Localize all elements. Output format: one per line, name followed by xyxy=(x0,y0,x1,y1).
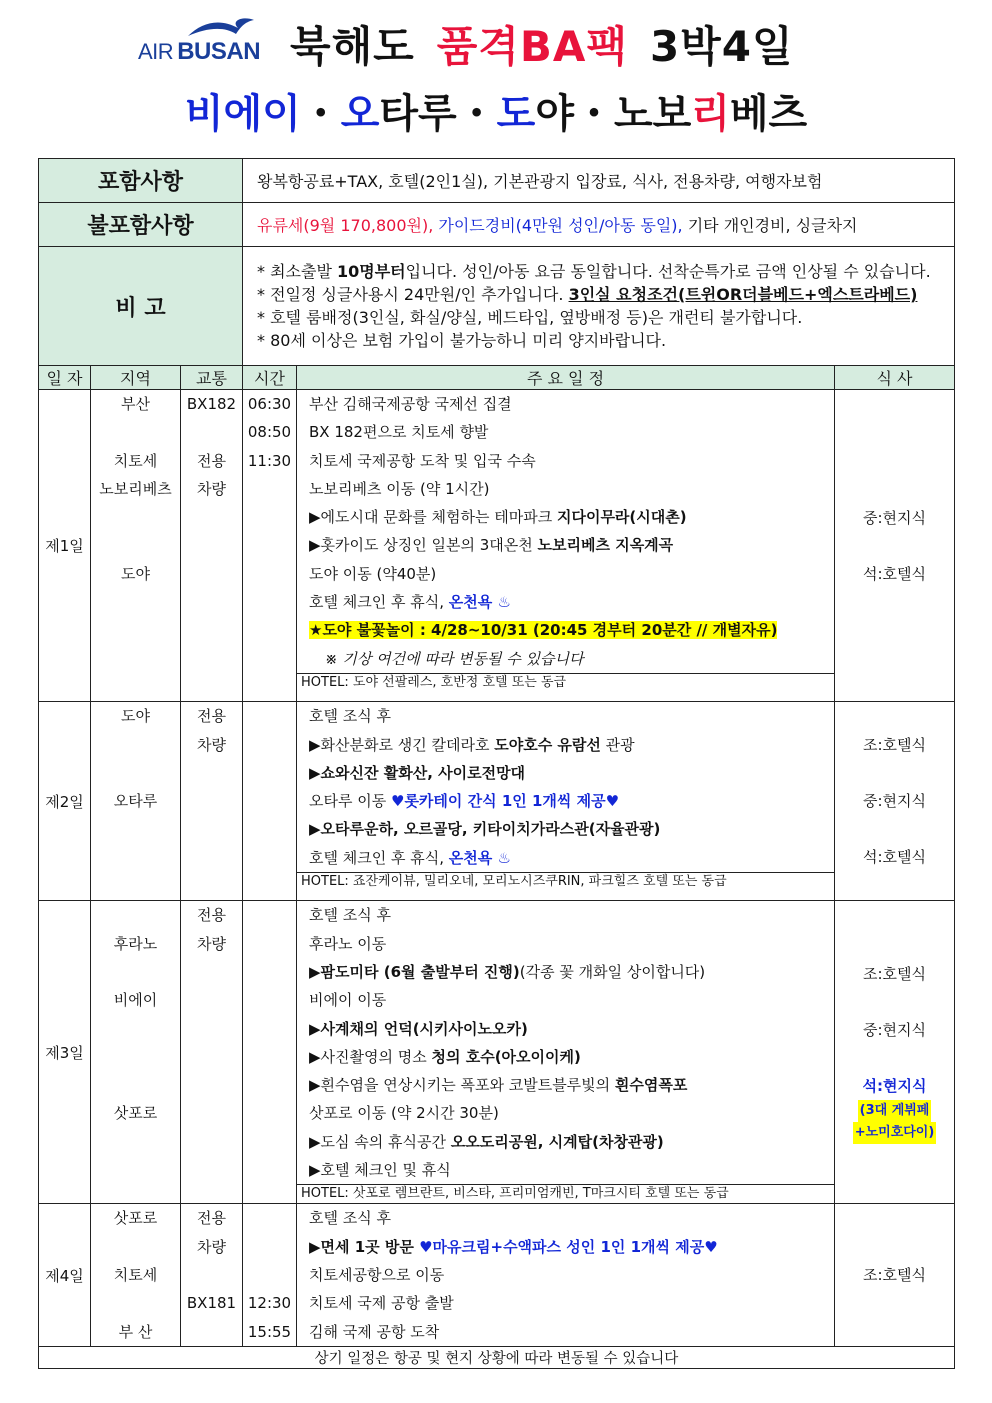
schedule-line xyxy=(297,787,834,815)
schedule-line xyxy=(297,560,834,588)
schedule-text: ▶화산분화로 생긴 칼데라호 xyxy=(309,735,495,754)
region-line: 후라노 xyxy=(113,934,158,953)
region-line: 삿포로 xyxy=(113,1209,158,1228)
region-line: 부산 xyxy=(121,395,150,413)
meal-line: 조:호텔식 xyxy=(862,736,926,755)
note-item xyxy=(257,283,940,306)
schedule-highlight: 오오도리공원, 시계탑(차창관광) xyxy=(450,1132,664,1151)
day-region-cell xyxy=(91,390,181,702)
page-title xyxy=(290,14,794,74)
day-schedule-cell xyxy=(297,901,835,1204)
excluded-row xyxy=(39,203,955,247)
region-line xyxy=(91,872,180,900)
schedule-text: BX 182편으로 치토세 향발 xyxy=(309,423,489,442)
transport-line xyxy=(181,503,242,531)
schedule-line xyxy=(297,1099,834,1127)
excluded-other: 기타 개인경비, 싱글차지 xyxy=(682,216,858,235)
day-label: 제2일 xyxy=(39,702,91,901)
region-line: 노보리베츠 xyxy=(99,479,172,498)
schedule-text: 후라노 이동 xyxy=(309,934,387,953)
schedule-line xyxy=(297,1204,834,1232)
schedule-line xyxy=(297,390,834,418)
excluded-fuel: 유류세(9월 170,800원), xyxy=(257,216,434,235)
meal-badge xyxy=(835,1100,954,1144)
time-line: 08:50 xyxy=(247,423,292,442)
transport-line: BX182 xyxy=(186,395,237,413)
title-region: 북해도 xyxy=(290,22,415,71)
subtitle-part: 리 xyxy=(691,91,730,137)
region-line xyxy=(91,1043,180,1071)
air-busan-logo xyxy=(138,20,268,70)
time-line xyxy=(243,588,296,616)
transport-line xyxy=(181,1071,242,1099)
transport-line: 차량 xyxy=(197,934,226,953)
region-line: 비에이 xyxy=(113,991,158,1010)
note-emphasis: 3인실 요청조건(트윈OR더블베드+엑스트라베드) xyxy=(568,285,918,304)
note-emphasis: 10명부터 xyxy=(337,262,406,281)
day-region-cell xyxy=(91,1204,181,1346)
included-text: 왕복항공료+TAX, 호텔(2인1실), 기본관광지 입장료, 식사, 전용차량, 여행자보험 xyxy=(243,159,955,203)
region-line xyxy=(91,844,180,872)
transport-line xyxy=(181,815,242,843)
transport-line xyxy=(181,616,242,644)
schedule-text: 삿포로 이동 (약 2시간 30분) xyxy=(309,1104,499,1123)
region-line xyxy=(91,1128,180,1156)
time-line xyxy=(243,1043,296,1071)
note-item xyxy=(257,260,940,283)
title-duration: 3박4일 xyxy=(649,22,794,71)
schedule-highlight: ▶쇼와신잔 활화산, 사이로전망대 xyxy=(309,763,526,782)
subtitle-part: ・ xyxy=(573,91,614,137)
schedule-line xyxy=(297,1043,834,1071)
schedule-benefit: 온천욕 ♨ xyxy=(448,593,511,612)
schedule-text: 노보리베츠 이동 (약 1시간) xyxy=(309,479,490,498)
meal-line xyxy=(835,988,954,1016)
day-time-cell xyxy=(243,901,297,1204)
weather-note: ※ 기상 여건에 따라 변동될 수 있습니다 xyxy=(325,649,584,668)
region-line: 삿포로 xyxy=(113,1104,158,1123)
schedule-benefit: ♥마유크림+수액파스 성인 1인 1개씩 제공♥ xyxy=(419,1237,718,1256)
day-row xyxy=(39,390,955,702)
day-label: 제3일 xyxy=(39,901,91,1204)
time-line: 06:30 xyxy=(247,395,292,413)
day-region-cell xyxy=(91,702,181,901)
transport-line: 전용 xyxy=(197,1209,226,1228)
col-transport: 교통 xyxy=(181,366,243,390)
time-line xyxy=(243,1071,296,1099)
schedule-benefit: ♥롯카테이 간식 1인 1개씩 제공♥ xyxy=(391,792,620,811)
transport-line: 차량 xyxy=(197,1237,226,1256)
meal-badge-line: (3대 게뷔페 xyxy=(858,1100,932,1122)
day-time-cell xyxy=(243,390,297,702)
transport-line xyxy=(181,645,242,673)
transport-line xyxy=(181,1015,242,1043)
subtitle-part: 비에이 xyxy=(184,91,301,137)
transport-line xyxy=(181,986,242,1014)
day-meal-cell xyxy=(835,1204,955,1346)
schedule-line xyxy=(297,645,834,673)
transport-line xyxy=(181,1043,242,1071)
transport-line xyxy=(181,1099,242,1127)
time-line xyxy=(243,787,296,815)
meal-line: 중:현지식 xyxy=(862,792,926,811)
meal-line: 조:호텔식 xyxy=(862,965,926,984)
transport-line: 전용 xyxy=(197,451,226,470)
time-line xyxy=(243,1233,296,1261)
transport-line xyxy=(181,1156,242,1184)
schedule-text: ▶홋카이도 상징인 일본의 3대온천 xyxy=(309,536,538,555)
transport-line xyxy=(181,958,242,986)
region-line: 치토세 xyxy=(113,1265,158,1284)
meal-line xyxy=(835,815,954,843)
region-line xyxy=(91,901,180,929)
transport-line xyxy=(181,759,242,787)
time-line xyxy=(243,872,296,900)
time-line xyxy=(243,1156,296,1184)
transport-line xyxy=(181,673,242,701)
region-line: 도야 xyxy=(121,564,150,583)
notes-label: 비 고 xyxy=(39,247,243,366)
region-line xyxy=(91,1156,180,1184)
schedule-line xyxy=(297,588,834,616)
schedule-text: 도야 이동 (약40분) xyxy=(309,564,437,583)
region-line xyxy=(91,673,180,701)
schedule-highlight: 도야호수 유람선 xyxy=(494,735,601,754)
schedule-text: ▶흰수염을 연상시키는 폭포와 코발트블루빛의 xyxy=(309,1076,615,1095)
schedule-line xyxy=(297,815,834,843)
itinerary-table xyxy=(38,158,955,1369)
schedule-line xyxy=(297,616,834,644)
subtitle-part: 도 xyxy=(496,91,536,137)
time-line xyxy=(243,759,296,787)
day-transport-cell xyxy=(181,901,243,1204)
transport-line xyxy=(181,560,242,588)
transport-line xyxy=(181,1128,242,1156)
day-schedule-cell xyxy=(297,1204,835,1346)
subtitle-part: 베츠 xyxy=(729,91,808,137)
time-line: 11:30 xyxy=(247,451,292,470)
schedule-line xyxy=(297,986,834,1014)
day-label: 제1일 xyxy=(39,390,91,702)
region-line xyxy=(91,731,180,759)
day-meal-cell xyxy=(835,901,955,1204)
region-line: 오타루 xyxy=(113,792,158,811)
day-row xyxy=(39,901,955,1204)
schedule-line xyxy=(297,418,834,446)
region-line xyxy=(91,503,180,531)
schedule-text: 호텔 체크인 후 휴식, xyxy=(309,848,449,867)
meal-line: 석:호텔식 xyxy=(862,848,926,867)
logo-air: AIR xyxy=(138,39,174,64)
day-schedule-cell xyxy=(297,390,835,702)
day-time-cell xyxy=(243,702,297,901)
schedule-text: 호텔 조식 후 xyxy=(309,906,391,925)
schedule-highlight: ▶팜도미타 (6월 출발부터 진행) xyxy=(309,962,520,981)
col-region: 지역 xyxy=(91,366,181,390)
day-transport-cell xyxy=(181,1204,243,1346)
schedule-text: 치토세 국제 공항 출발 xyxy=(309,1294,454,1313)
schedule-benefit: 온천욕 ♨ xyxy=(448,848,511,867)
schedule-line xyxy=(297,1233,834,1261)
schedule-line xyxy=(297,958,834,986)
time-line xyxy=(243,645,296,673)
day-region-cell xyxy=(91,901,181,1204)
page-header xyxy=(0,0,992,150)
meal-line xyxy=(835,759,954,787)
note-text: * 전일정 싱글사용시 24만원/인 추가입니다. xyxy=(257,285,569,304)
schedule-text: 치토세공항으로 이동 xyxy=(309,1265,445,1284)
notes-list xyxy=(243,247,955,366)
schedule-text: 호텔 체크인 후 휴식, xyxy=(309,593,449,612)
day-time-cell xyxy=(243,1204,297,1346)
col-day: 일 자 xyxy=(39,366,91,390)
schedule-text: 부산 김해국제공항 국제선 집결 xyxy=(309,395,512,413)
note-text: * 최소출발 xyxy=(257,262,337,281)
schedule-line xyxy=(297,1156,834,1184)
schedule-text: ▶도심 속의 휴식공간 xyxy=(309,1132,451,1151)
time-line xyxy=(243,673,296,701)
transport-line xyxy=(181,1318,242,1346)
schedule-line xyxy=(297,1318,834,1346)
schedule-highlight: 흰수염폭포 xyxy=(614,1076,688,1095)
schedule-text: 김해 국제 공항 도착 xyxy=(309,1322,440,1341)
schedule-text: 치토세 국제공항 도착 및 입국 수속 xyxy=(309,451,536,470)
region-line xyxy=(91,645,180,673)
region-line: 도야 xyxy=(121,707,150,726)
schedule-line xyxy=(297,1128,834,1156)
transport-line xyxy=(181,844,242,872)
schedule-line xyxy=(297,447,834,475)
meal-badge-line: +노미호다이) xyxy=(853,1122,937,1144)
time-line xyxy=(243,1204,296,1232)
schedule-line xyxy=(297,901,834,929)
hotel-line: HOTEL: 삿포로 렘브란트, 비스타, 프리미엄캐빈, T마크시티 호텔 또는 동급 xyxy=(297,1184,834,1203)
meal-line: 중:현지식 xyxy=(862,508,926,527)
note-text: * 80세 이상은 보험 가입이 불가능하니 미리 양지바랍니다. xyxy=(257,331,667,350)
day-meal-cell xyxy=(835,702,955,901)
subtitle-part: ・ xyxy=(456,91,497,137)
day-transport-cell xyxy=(181,702,243,901)
schedule-header-row xyxy=(39,366,955,390)
region-line xyxy=(91,1233,180,1261)
excluded-label: 불포함사항 xyxy=(39,203,243,247)
schedule-highlight: 지다이무라(시대촌) xyxy=(556,508,687,527)
meal-line xyxy=(835,532,954,560)
day-transport-cell xyxy=(181,390,243,702)
schedule-text: ▶에도시대 문화를 체험하는 테마파크 xyxy=(309,508,557,527)
time-line xyxy=(243,1015,296,1043)
transport-line xyxy=(181,787,242,815)
region-line xyxy=(91,815,180,843)
meal-line: 중:현지식 xyxy=(862,1021,926,1040)
transport-line: 전용 xyxy=(197,906,226,925)
time-line xyxy=(243,702,296,730)
note-item xyxy=(257,329,940,352)
meal-line: 조:호텔식 xyxy=(862,1266,926,1285)
included-label: 포함사항 xyxy=(39,159,243,203)
page-subtitle xyxy=(0,82,992,139)
transport-line: BX181 xyxy=(186,1294,237,1313)
transport-line: 차량 xyxy=(197,735,226,754)
note-text: * 호텔 룸배정(3인실, 화실/양실, 베드타입, 옆방배정 등)은 개런티 불가합니다. xyxy=(257,308,803,327)
schedule-text: ▶사진촬영의 명소 xyxy=(309,1047,432,1066)
schedule-line xyxy=(297,475,834,503)
region-line xyxy=(91,1071,180,1099)
time-line xyxy=(243,1128,296,1156)
schedule-line xyxy=(297,1015,834,1043)
transport-line xyxy=(181,1261,242,1289)
time-line xyxy=(243,503,296,531)
region-line xyxy=(91,1289,180,1317)
schedule-text: (각종 꽃 개화일 상이합니다) xyxy=(519,962,706,981)
day-meal-cell xyxy=(835,390,955,702)
subtitle-part: 오 xyxy=(340,91,380,137)
time-line xyxy=(243,616,296,644)
schedule-line xyxy=(297,759,834,787)
region-line xyxy=(91,616,180,644)
day-row xyxy=(39,702,955,901)
schedule-line xyxy=(297,930,834,958)
region-line xyxy=(91,759,180,787)
time-line xyxy=(243,958,296,986)
excluded-guide: 가이드경비(4만원 성인/아동 동일), xyxy=(433,216,683,235)
region-line xyxy=(91,588,180,616)
region-line xyxy=(91,418,180,446)
notes-row xyxy=(39,247,955,366)
time-line: 15:55 xyxy=(247,1322,292,1341)
excluded-text xyxy=(243,203,955,247)
day-row xyxy=(39,1204,955,1346)
hotel-line: HOTEL: 도야 선팔레스, 호반정 호텔 또는 동급 xyxy=(297,673,834,692)
schedule-line xyxy=(297,702,834,730)
col-schedule: 주 요 일 정 xyxy=(297,366,835,390)
region-line xyxy=(91,1015,180,1043)
time-line xyxy=(243,1099,296,1127)
schedule-highlight: ▶사계채의 언덕(시키사이노오카) xyxy=(309,1019,528,1038)
schedule-text: 비에이 이동 xyxy=(309,991,387,1010)
region-line: 치토세 xyxy=(113,451,158,470)
transport-line: 전용 xyxy=(197,707,226,726)
transport-line xyxy=(181,588,242,616)
time-line xyxy=(243,1261,296,1289)
schedule-line xyxy=(297,844,834,872)
transport-line xyxy=(181,418,242,446)
transport-line xyxy=(181,872,242,900)
schedule-line xyxy=(297,1289,834,1317)
footer-row xyxy=(39,1346,955,1368)
hotel-line: HOTEL: 죠잔케이뷰, 밀리오네, 모리노시즈쿠RIN, 파크힐즈 호텔 또는 동급 xyxy=(297,872,834,891)
region-line xyxy=(91,958,180,986)
schedule-line xyxy=(297,503,834,531)
schedule-text: 호텔 조식 후 xyxy=(309,1209,391,1228)
schedule-line xyxy=(297,1071,834,1099)
time-line xyxy=(243,731,296,759)
meal-line xyxy=(835,1044,954,1072)
footer-note: 상기 일정은 항공 및 현지 상황에 따라 변동될 수 있습니다 xyxy=(39,1346,955,1368)
note-text: 입니다. 성인/아동 요금 동일합니다. 선착순특가로 금액 인상될 수 있습니다. xyxy=(405,262,931,281)
time-line xyxy=(243,815,296,843)
subtitle-part: 타루 xyxy=(379,91,457,137)
logo-busan: BUSAN xyxy=(177,38,261,65)
note-item xyxy=(257,306,940,329)
schedule-highlight: ▶면세 1곳 방문 xyxy=(309,1237,420,1256)
col-meal: 식 사 xyxy=(835,366,955,390)
subtitle-part: 노보 xyxy=(613,91,692,137)
time-line xyxy=(243,844,296,872)
time-line xyxy=(243,560,296,588)
time-line xyxy=(243,930,296,958)
schedule-highlight: 노보리베츠 지옥계곡 xyxy=(537,536,674,555)
subtitle-part: 야 xyxy=(535,91,574,137)
region-line xyxy=(91,531,180,559)
meal-dinner: 석:현지식 xyxy=(862,1077,927,1096)
time-line xyxy=(243,901,296,929)
day-schedule-cell xyxy=(297,702,835,901)
region-line: 부 산 xyxy=(118,1322,153,1341)
schedule-text: 관광 xyxy=(600,735,635,754)
schedule-line xyxy=(297,1261,834,1289)
col-time: 시간 xyxy=(243,366,297,390)
included-row xyxy=(39,159,955,203)
time-line: 12:30 xyxy=(247,1294,292,1313)
transport-line: 차량 xyxy=(197,479,226,498)
title-package: 품격BA팩 xyxy=(436,22,628,71)
fireworks-highlight: ★도야 불꽃놀이 : 4/28~10/31 (20:45 경부터 20분간 // 개별자유) xyxy=(309,621,778,640)
schedule-text: 호텔 조식 후 xyxy=(309,707,391,726)
time-line xyxy=(243,475,296,503)
subtitle-part: ・ xyxy=(300,91,341,137)
schedule-highlight: ▶오타루운하, 오르골당, 키타이치가라스관(자율관광) xyxy=(309,820,661,839)
schedule-line xyxy=(297,731,834,759)
schedule-highlight: 청의 호수(아오이이케) xyxy=(431,1047,581,1066)
time-line xyxy=(243,531,296,559)
schedule-text: ▶호텔 체크인 및 휴식 xyxy=(309,1161,451,1180)
time-line xyxy=(243,986,296,1014)
schedule-line xyxy=(297,531,834,559)
schedule-text: 오타루 이동 xyxy=(309,792,391,811)
transport-line xyxy=(181,531,242,559)
day-label: 제4일 xyxy=(39,1204,91,1346)
meal-line: 석:호텔식 xyxy=(862,564,926,583)
